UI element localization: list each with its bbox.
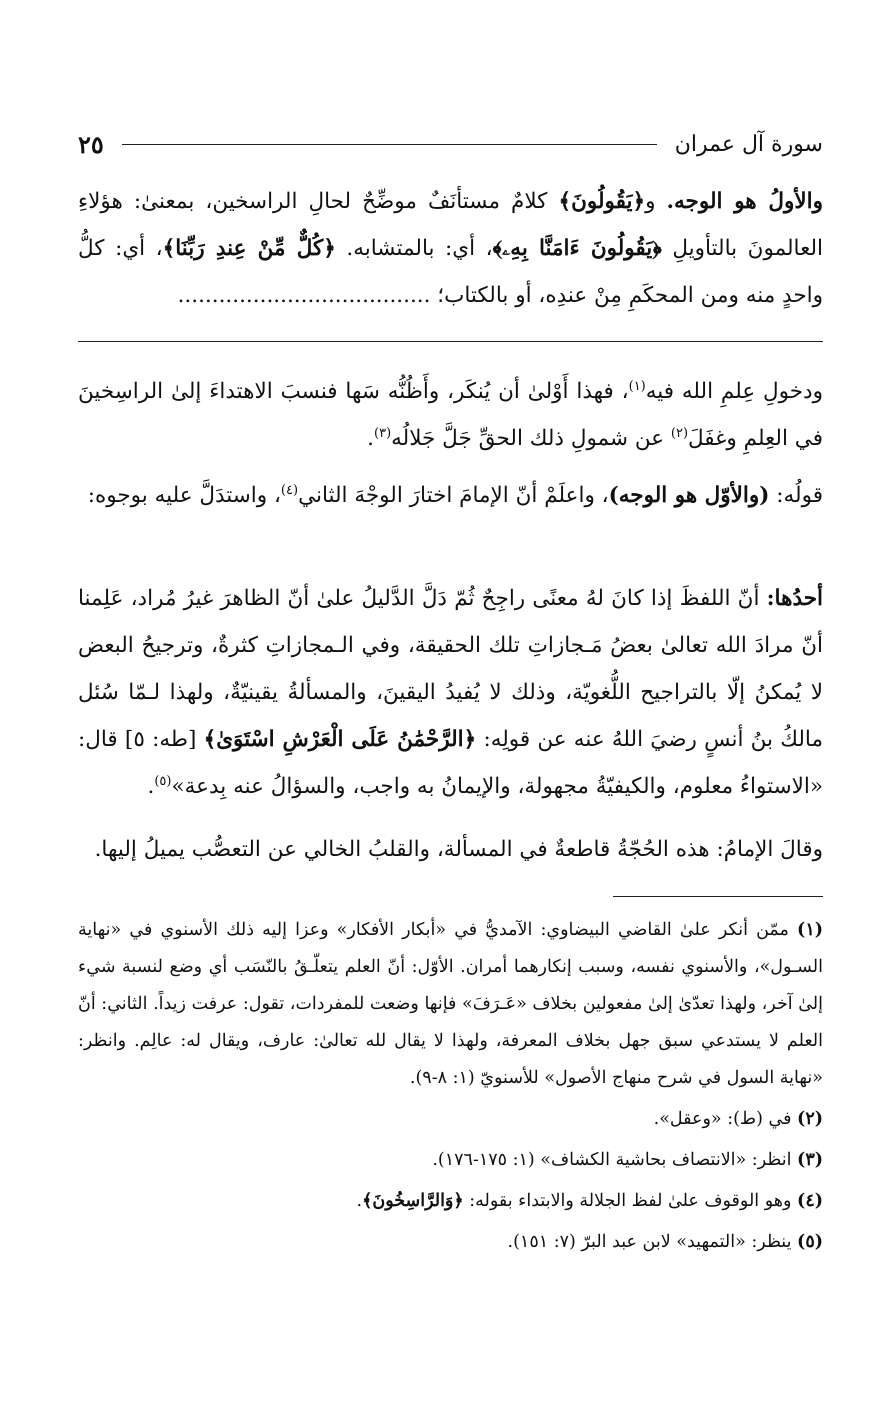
footnote-ref-3[interactable]: (٣) — [374, 425, 392, 441]
footnote-number: (٢) — [797, 1109, 823, 1129]
footnote-ref-5[interactable]: (٥) — [154, 773, 172, 789]
p4-text-1: أنّ اللفظَ إذا كانَ لهُ معنًى راجِحٌ ثُمّ دَلَّ الدَّليلُ علىٰ أنّ الظاهرَ غيرُ مُراد، عَلِمنا أنّ مرادَ الله تعالىٰ بعضُ مَـجازاتِ تلك الحقيقة، وفي الـمجازاتِ كثرةٌ، وترجيحُ البعض لا يُمكنُ إلّا بالتراجيح اللُّغويّة، وذلك لا يُفيدُ اليقينَ، والمسألةُ يقينيّةٌ، ولهذا لـمّا سُئل مالكُ بنُ أنسٍ رضيَ اللهُ عنه عن قولِه: — [78, 586, 823, 752]
footnote-text: في (ط): «وعقل». — [653, 1109, 792, 1129]
p2-text-2: ، فهذا أَوْلىٰ أن يُنكَر، وأَظُنُّه سَها فنسبَ الاهتداءَ إلىٰ الراسِخينَ في العِلمِ وغفَلَ — [78, 379, 823, 451]
footnotes — [78, 912, 823, 1261]
footnote-ref-1[interactable]: (١) — [628, 378, 646, 394]
footnote-number: (٥) — [797, 1232, 823, 1252]
footnote-4 — [78, 1183, 823, 1220]
p4-text-3: . — [147, 774, 155, 799]
book-page — [78, 0, 823, 1413]
quran-quote-1: ﴿يَقُولُونَ﴾ — [558, 189, 646, 214]
commentary-paragraph-4 — [78, 826, 823, 873]
p5-text: وقالَ الإمامُ: هذه الحُجّةُ قاطعةٌ في المسألة، والقلبُ الخالي عن التعصُّب يميلُ إليها. — [94, 837, 823, 862]
commentary-paragraph-3 — [78, 575, 823, 810]
commentary-paragraph-2 — [78, 472, 823, 519]
matn-text-3: ، أي: بالمتشابه. — [335, 236, 493, 261]
footnote-text: ممّن أنكر علىٰ القاضي البيضاوي: الآمديُّ في «أبكار الأفكار» وعزا إليه ذلك الأسنوي في «نهاية السـول»، والأسنوي نفسه، وسبب إنكارهما أمران. الأوّل: أنّ العلم يتعلّـقُ بالنّسَب أي وضع لنسبة شيء إلىٰ آخر، ولهذا تعدّىٰ إلىٰ مفعولين بخلاف «عَـرَفَ» فإنها وضعت للمفردات، تقول: عرفت زيداً. الثاني: أنّ العلم لا يستدعي سبق جهل بخلاف المعرفة، ولهذا لا يقال لله تعالىٰ: عارف، ويقال له: عالِم. وانظر: «نهاية السول في شرح منهاج الأصول» للأسنويّ (١: ٨-٩). — [78, 920, 823, 1088]
matn-text-2: كلامٌ مستأنَفٌ موضِّحٌ لحالِ الراسخين، بمعنىٰ: هؤلاءِ العالمونَ بالتأويلِ — [78, 189, 824, 261]
footnote-3 — [78, 1142, 823, 1179]
footnote-5 — [78, 1224, 823, 1261]
footnote-ref-4[interactable]: (٤) — [280, 482, 299, 498]
footnote-number: (٤) — [797, 1191, 823, 1211]
matn-lead: والأولُ هو الوجه. — [666, 189, 823, 214]
footnote-text: وهو الوقوف علىٰ لفظ الجلالة والابتداء بقوله: — [463, 1191, 792, 1211]
footnote-number: (١) — [797, 920, 823, 940]
p4-text-2: [طه: ٥] قال: «الاستواءُ معلوم، والكيفيّةُ مجهولة، والإيمانُ به واجب، والسؤالُ عنه بِدعة» — [78, 727, 823, 799]
matn-text-1: و — [645, 189, 667, 214]
p2-text-4: . — [367, 426, 374, 451]
p3-text-1: قولُه: — [769, 483, 823, 508]
footnote-rule — [613, 896, 823, 897]
quran-quote-4: ﴿الرَّحْمَٰنُ عَلَى الْعَرْشِ اسْتَوَىٰ﴾ — [203, 727, 477, 752]
footnote-text: انظر: «الانتصاف بحاشية الكشاف» (١: ١٧٥-١٧٦). — [432, 1150, 792, 1170]
footnote-2 — [78, 1101, 823, 1138]
p3-text-2: ، واعلَمْ أنّ الإمامَ اختارَ الوجْهَ الثاني — [298, 483, 609, 508]
footnote-ref-2[interactable]: (٢) — [670, 425, 689, 441]
p2-text-1: ودخولِ عِلمِ الله فيه — [645, 379, 823, 404]
quran-quote-3: ﴿كُلٌّ مِّنْ عِندِ رَبِّنَا﴾ — [162, 236, 336, 261]
matn-separator — [78, 341, 823, 342]
footnote-number: (٣) — [797, 1150, 823, 1170]
header-rule — [122, 144, 657, 145]
p3-text-3: ، واستدَلَّ عليه بوجوه: — [87, 483, 281, 508]
matn-text-4: ، أي: كلُّ واحدٍ منه ومن المحكَمِ مِنْ عندِه، أو بالكتاب؛ ..................................... — [78, 236, 823, 308]
page-number: ٢٥ — [78, 129, 104, 159]
footnote-tail: . — [356, 1191, 363, 1211]
surah-title: سورة آل عمران — [674, 131, 823, 157]
commentary-paragraph-1 — [78, 368, 823, 462]
p4-lead: أحدُها: — [766, 586, 823, 611]
footnote-text: ينظر: «التمهيد» لابن عبد البرّ (٧: ١٥١). — [507, 1232, 792, 1252]
page-header — [78, 124, 823, 164]
p3-bold-quote: (والأوّل هو الوجه) — [608, 483, 770, 508]
footnote-1 — [78, 912, 823, 1097]
quran-quote-2: ﴿يَقُولُونَ ءَامَنَّا بِهِۦ﴾ — [492, 236, 662, 261]
matn-block — [78, 178, 823, 319]
p2-text-3: عن شمولِ ذلك الحقِّ جَلَّ جَلالُه — [391, 426, 671, 451]
quran-quote-footnote: ﴿وَالرَّاسِخُونَ﴾ — [362, 1191, 464, 1211]
